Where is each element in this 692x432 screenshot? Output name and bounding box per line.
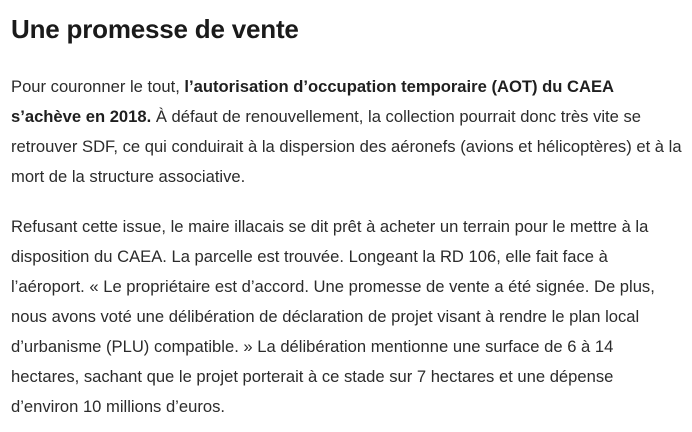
section-heading: Une promesse de vente	[11, 14, 299, 44]
paragraph-terrain: Refusant cette issue, le maire illacais se dit prêt à acheter un terrain pour le mettre à la disposition du CAEA. La parcelle est trouvée. Longeant la RD 106, elle fait face à l’aéroport. « Le propriétaire est d’accord. Une promesse de vente a été signée. De plus, nous avons voté une délibération de déclaration de projet visant à rendre le plan local d’urbanisme (PLU) compatible. » La délibération mentionne une surface de 6 à 14 hectares, sachant que le projet porterait à ce stade sur 7 hectares et une dépense d’environ 10 millions d’euros.	[11, 217, 655, 416]
paragraph-aot-bold: l’autorisation d’occupation temporaire (AOT) du CAEA s’achève en 2018.	[11, 77, 614, 126]
paragraph-aot-rest: À défaut de renouvellement, la collection pourrait donc très vite se retrouver SDF, ce qui conduirait à la dispersion des aéronefs (avions et hélicoptères) et à la mort de la structure associative.	[11, 107, 682, 186]
paragraph-aot-lead: Pour couronner le tout,	[11, 77, 185, 96]
paragraph-aot	[11, 72, 685, 192]
